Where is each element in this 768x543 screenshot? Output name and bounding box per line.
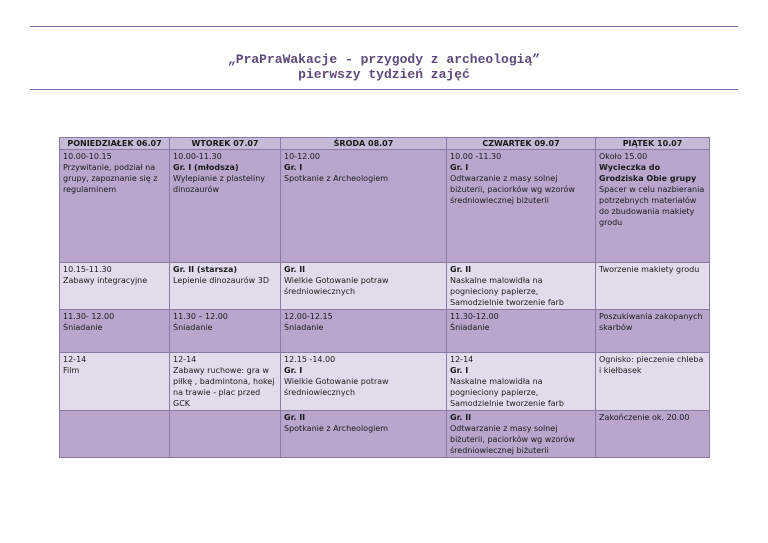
schedule-table bbox=[59, 137, 710, 458]
cell-monday bbox=[60, 150, 170, 263]
cell-group: Wycieczka do Grodziska Obie grupy bbox=[599, 163, 697, 183]
cell-wednesday bbox=[281, 263, 447, 310]
cell-desc: Film bbox=[63, 366, 80, 375]
header-tuesday: WTOREK 07.07 bbox=[170, 138, 281, 150]
header-wednesday: ŚRODA 08.07 bbox=[281, 138, 447, 150]
cell-desc: Zabawy ruchowe: gra w piłkę , badmintona, hokej na trawie - plac przed GCK bbox=[173, 366, 275, 408]
cell-group: Gr. II bbox=[450, 413, 472, 422]
cell-time: 10-12.00 bbox=[284, 152, 320, 161]
title-line-1: „PraPraWakacje - przygody z archeologią” bbox=[227, 52, 541, 67]
cell-desc: Odtwarzanie z masy solnej biżuterii, paciorków wg wzorów średniowiecznej biżuterii bbox=[450, 424, 575, 455]
cell-time: 12.00-12.15 bbox=[284, 312, 333, 321]
cell-desc: Wylepianie z plasteliny dinozaurów bbox=[173, 174, 266, 194]
header-thursday: CZWARTEK 09.07 bbox=[447, 138, 596, 150]
table-row bbox=[60, 150, 710, 263]
cell-thursday bbox=[447, 150, 596, 263]
cell-desc: Spotkanie z Archeologiem bbox=[284, 174, 389, 183]
cell-thursday bbox=[447, 310, 596, 353]
cell-group: Gr. I bbox=[450, 163, 469, 172]
cell-group: Gr. II bbox=[450, 265, 472, 274]
cell-desc: Śniadanie bbox=[450, 323, 490, 332]
cell-group: Gr. I (młodsza) bbox=[173, 163, 239, 172]
cell-thursday bbox=[447, 353, 596, 411]
cell-time: 10.00-10.15 bbox=[63, 152, 112, 161]
cell-tuesday bbox=[170, 310, 281, 353]
cell-friday bbox=[596, 263, 710, 310]
cell-desc: Wielkie Gotowanie potraw średniowiecznych bbox=[284, 377, 389, 397]
cell-desc: Spotkanie z Archeologiem bbox=[284, 424, 389, 433]
cell-tuesday bbox=[170, 353, 281, 411]
cell-tuesday bbox=[170, 150, 281, 263]
cell-friday bbox=[596, 353, 710, 411]
cell-monday bbox=[60, 310, 170, 353]
header-row bbox=[60, 138, 710, 150]
cell-desc: Zabawy integracyjne bbox=[63, 276, 148, 285]
cell-group: Gr. I bbox=[450, 366, 469, 375]
table-row bbox=[60, 411, 710, 458]
cell-desc: Naskalne malowidła na pognieciony papierze, Samodzielnie tworzenie farb bbox=[450, 276, 564, 307]
cell-thursday bbox=[447, 411, 596, 458]
cell-wednesday bbox=[281, 411, 447, 458]
cell-desc: Śniadanie bbox=[63, 323, 103, 332]
header-friday: PIĄTEK 10.07 bbox=[596, 138, 710, 150]
cell-time: 10.00-11.30 bbox=[173, 152, 222, 161]
cell-monday bbox=[60, 263, 170, 310]
cell-thursday bbox=[447, 263, 596, 310]
cell-desc: Odtwarzanie z masy solnej biżuterii, paciorków wg wzorów średniowiecznej biżuterii bbox=[450, 174, 575, 205]
cell-time: 12-14 bbox=[173, 355, 197, 364]
cell-desc: Lepienie dinozaurów 3D bbox=[173, 276, 269, 285]
cell-time: 12-14 bbox=[450, 355, 474, 364]
top-rule bbox=[30, 26, 738, 27]
cell-time: 11.30 – 12.00 bbox=[173, 312, 228, 321]
cell-tuesday bbox=[170, 263, 281, 310]
cell-time: 10.00 -11.30 bbox=[450, 152, 502, 161]
cell-desc: Przywitanie, podział na grupy, zapoznanie się z regulaminem bbox=[63, 163, 158, 194]
cell-desc: Śniadanie bbox=[173, 323, 213, 332]
cell-group: Gr. I bbox=[284, 366, 303, 375]
cell-group: Gr. II bbox=[284, 413, 306, 422]
cell-time: 11.30- 12.00 bbox=[63, 312, 115, 321]
cell-wednesday bbox=[281, 310, 447, 353]
cell-time: 11.30-12.00 bbox=[450, 312, 499, 321]
cell-time: 10.15-11.30 bbox=[63, 265, 112, 274]
cell-desc: Naskalne malowidła na pognieciony papierze, Samodzielnie tworzenie farb bbox=[450, 377, 564, 408]
cell-friday bbox=[596, 411, 710, 458]
cell-wednesday bbox=[281, 353, 447, 411]
cell-tuesday bbox=[170, 411, 281, 458]
cell-friday bbox=[596, 310, 710, 353]
cell-time: 12-14 bbox=[63, 355, 87, 364]
cell-time: Około 15.00 bbox=[599, 152, 648, 161]
header-monday: PONIEDZIAŁEK 06.07 bbox=[60, 138, 170, 150]
cell-desc: Tworzenie makiety grodu bbox=[599, 265, 700, 274]
cell-time: 12.15 -14.00 bbox=[284, 355, 336, 364]
bottom-rule bbox=[30, 89, 738, 90]
cell-desc: Spacer w celu nazbierania potrzebnych materiałów do zbudowania makiety grodu bbox=[599, 185, 705, 227]
title-line-2: pierwszy tydzień zajęć bbox=[298, 67, 470, 82]
cell-monday bbox=[60, 353, 170, 411]
cell-friday bbox=[596, 150, 710, 263]
page-title bbox=[30, 52, 738, 82]
table-row bbox=[60, 263, 710, 310]
cell-desc: Śniadanie bbox=[284, 323, 324, 332]
cell-group: Gr. I bbox=[284, 163, 303, 172]
cell-wednesday bbox=[281, 150, 447, 263]
table-row bbox=[60, 310, 710, 353]
cell-group: Gr. II bbox=[284, 265, 306, 274]
cell-group: Gr. II (starsza) bbox=[173, 265, 237, 274]
cell-desc: Poszukiwania zakopanych skarbów bbox=[599, 312, 703, 332]
table-row bbox=[60, 353, 710, 411]
cell-desc: Ognisko: pieczenie chleba i kiełbasek bbox=[599, 355, 704, 375]
cell-desc: Wielkie Gotowanie potraw średniowiecznych bbox=[284, 276, 389, 296]
cell-desc: Zakończenie ok. 20.00 bbox=[599, 413, 690, 422]
cell-monday bbox=[60, 411, 170, 458]
